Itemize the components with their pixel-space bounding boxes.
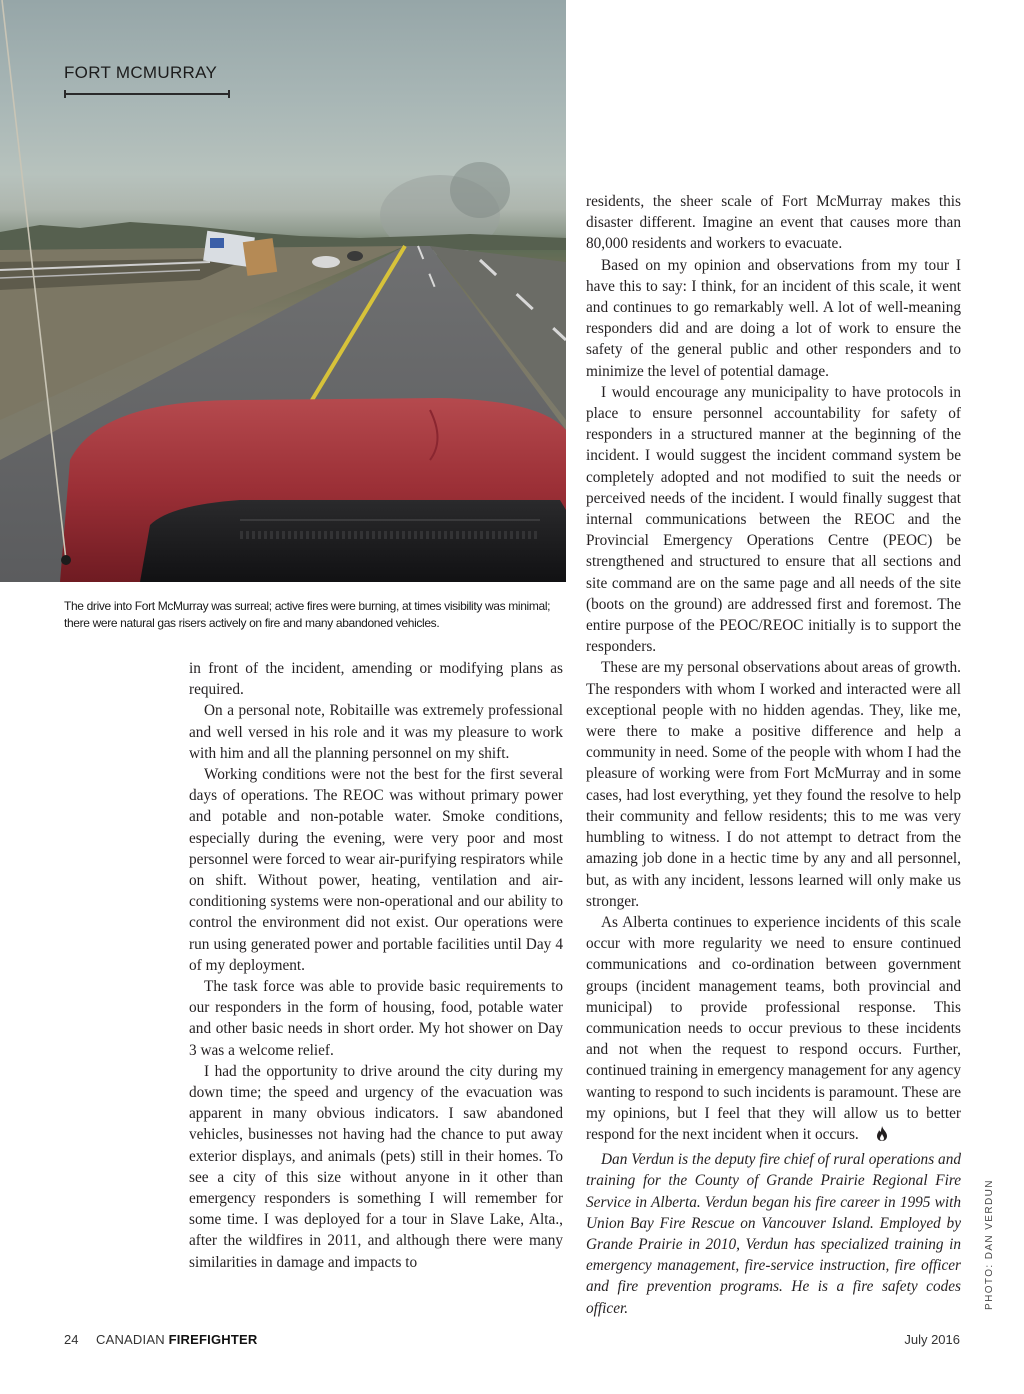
photo-caption: The drive into Fort McMurray was surreal; active fires were burning, at times visibility was minimal; there were natural gas risers actively on fire and many abandoned vehicles.	[64, 599, 551, 630]
magazine-title	[96, 1332, 257, 1347]
highway-scene-illustration	[0, 0, 566, 582]
paragraph: Working conditions were not the best for the first several days of operations. The REOC was without primary power and potable and non-potable water. Smoke conditions, especially during the evening, were very poor and most personnel were forced to wear air-purifying respirators while on shift. Without power, heating, ventilation and air-conditioning systems were non-operational and our ability to control the environment did not exist. Our operations were run using generated power and portable facilities until Day 4 of my deployment.	[189, 766, 563, 974]
paragraph: On a personal note, Robitaille was extremely professional and well versed in his role and it was my pleasure to work with him and all the planning personnel on my shift.	[189, 702, 563, 762]
paragraph: I had the opportunity to drive around the city during my down time; the speed and urgency of the evacuation was apparent in many obvious indicators. I saw abandoned vehicles, businesses not having had the chance to put away exterior displays, and animals (pets) still in their homes. To see a city of this size without anyone in it other than emergency responders is something I will remember for some time. I was deployed for a tour in Slave Lake, Alta., after the wildfires in 2011, and although there were many similarities in damage and impacts to	[189, 1062, 563, 1271]
article-column-right	[586, 191, 961, 1319]
issue-date: July 2016	[904, 1332, 960, 1347]
magazine-prefix: CANADIAN	[96, 1332, 165, 1347]
article-photo	[0, 0, 566, 582]
paragraph: residents, the sheer scale of Fort McMurray makes this disaster different. Imagine an event that causes more than 80,000 residents and workers to evacuate.	[586, 193, 961, 253]
section-rule	[64, 93, 230, 95]
section-label: FORT MCMURRAY	[64, 63, 218, 82]
closing-paragraph	[586, 912, 961, 1147]
photo-credit: PHOTO: DAN VERDUN	[984, 1179, 995, 1310]
author-bio: Dan Verdun is the deputy fire chief of rural operations and training for the County of Grande Prairie Regional Fire Service in Alberta. Verdun began his fire career in 1995 with Union Bay Fire Rescue on Vancouver Island. Employed by Grande Prairie in 2010, Verdun has specialized training in emergency management, fire-service instruction, fire officer and fire prevention programs. He is a fire safety codes officer.	[586, 1151, 961, 1317]
paragraph: Based on my opinion and observations from my tour I have this to say: I think, for an incident of this scale, it went and continues to go remarkably well. A lot of well-meaning responders did and are doing a lot of work to ensure the safety of the general public and other responders and to minimize the level of potential damage.	[586, 256, 961, 380]
page-number: 24	[64, 1332, 79, 1347]
paragraph: The task force was able to provide basic requirements to our responders in the form of housing, food, potable water and other basic needs in short order. My hot shower on Day 3 was a welcome relief.	[189, 978, 563, 1059]
magazine-name: FIREFIGHTER	[168, 1332, 258, 1347]
article-column-left	[189, 658, 563, 1273]
flame-icon	[861, 1126, 888, 1147]
paragraph: in front of the incident, amending or modifying plans as required.	[189, 660, 563, 699]
paragraph: These are my personal observations about areas of growth. The responders with whom I worked and interacted were all exceptional people with no hidden agendas. They, like me, were there to make a positive difference and help a community in need. Some of the people with whom I had the pleasure of working were from Fort McMurray and in some cases, had lost everything, yet they found the resolve to help their community and fellow residents; this to me was very humbling to witness. I do not attempt to detract from the amazing job done in a hectic time by any and all personnel, but, as with any incident, lessons learned will only make us stronger.	[586, 659, 961, 910]
paragraph: I would encourage any municipality to have protocols in place to ensure personnel accountability for safety of responders in a structured manner at the beginning of the incident. I would suggest the incident command system be completely adopted and not modified to suit the needs or perceived needs of the incident. I would finally suggest that internal communications between the REOC and the Provincial Emergency Operations Centre (PEOC) be strengthened and structured to ensure that all sections and site command are on the same page and all needs of the site (boots on the ground) are addressed first and foremost. The entire purpose of the PEOC/REOC initially is to support the responders.	[586, 383, 961, 656]
closing-paragraph-text: As Alberta continues to experience incidents of this scale occur with more regularity we need to ensure continued communications and co-ordination between government groups (incident management teams, both provincial and municipal) to provide professional response. This communication needs to occur previous to these incidents and not when the request to respond occurs. Further, continued training in emergency management for any agency wanting to respond to such incidents is paramount. These are my opinions, but I feel that they will allow us to better respond for the next incident when it occurs.	[586, 913, 961, 1143]
